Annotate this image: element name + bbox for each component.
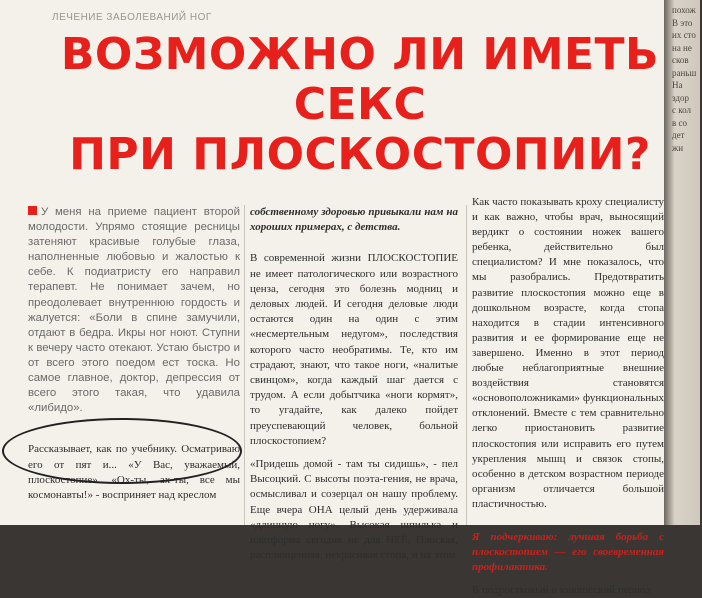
column-3-paragraph-2: В подростковый и юношеский период [472,584,651,597]
section-label: ЛЕЧЕНИЕ ЗАБОЛЕВАНИЙ НОГ [52,12,212,23]
column-2 [250,205,458,562]
column-3 [472,195,665,597]
headline-line-3: ПРИ ПЛОСКОСТОПИИ? [69,129,651,180]
column-3-paragraph-1: Как часто показывать кроху специалисту и как важно, чтобы врач, выносящий вердикт о состоянии ножек вашего ребенка, действительно был специалистом? И мне показалось, что мы разобрались. Предотвратить развитие плоскостопия можно еще в дошкольном возрасте, когда стопа находится в стадии интенсивного развития и ее формирование еще не завершено. Именно в этот период любые неблагоприятные внешние воздействия становятся «основоположниками» функциональных отклонений. Вместе с тем сравнительно легко приостановить развитие плоскостопия или исправить его путем укрепления мышц и связок стопы, особенно в детском возрастном периоде организм отличается большой пластичностью. [472,196,665,510]
next-page-edge [664,0,700,525]
column-2-paragraph-2: «Придешь домой - там ты сидишь», - пел Высоцкий. С высоты поэта-гения, не врача, осмысливал и созерцал он нашу проблему. Еще вчера ОНА целый день удерживала «длинную ногу». Высокая шпилька и платформа сегодня не для НЕЁ. Плоская, расплющенная, некрасивая стопа, и на этом [250,458,458,562]
lead-paragraph [28,205,240,416]
column-divider [466,205,467,525]
headline [60,30,660,180]
highlight-quote: Я подчеркиваю: лучшая борьба с плоскостопием — его своевременная профилактика. [472,530,664,574]
column-2-paragraph-1: В современной жизни ПЛОСКОСТОПИЕ не имеет патологического или возрастного ценза, сегодня это болезнь модниц и деловых людей. И сегодня деловые люди остаются один на один с этим «несмертельным недугом», последствия которого часто необратимы. Те, кто им страдают, знают, что такое ноги, «налитые свинцом», когда каждый шаг дается с трудом. А если добытчика «ноги кормят», то угадайте, как далеко пойдет преуспевающий человек, больной плоскостопием? [250,252,458,447]
lead-text: У меня на приеме пациент второй молодости. Упрямо стоящие ресницы затеняют красивые голубые глаза, наполненные любовью и жалостью к себе. К подиатристу его направил терапевт. Не понимает зачем, но преодолевает внутреннюю гордость и жалуется: «Боли в спине замучили, отдают в бедра. Икры ног ноют. Ступни к вечеру часто отекают. Устаю быстро и от всего этого поедом ест тоска. Но самое главное, доктор, депрессия от всего этого такая, что удавила «либидо». [28,206,240,415]
headline-line-1: ВОЗМОЖНО ЛИ ИМЕТЬ [60,29,660,80]
column-divider [244,205,245,525]
italic-intro: собственному здоровью привыкали нам на хороших примерах, с детства. [250,206,458,234]
column-1-continuation: Рассказывает, как по учебнику. Осматриваю его от пят и... «У Вас, уважаемый, плоскостопие». «Ох-ты, ах-ты, все мы космонавты!» - восприняет над креслом [28,443,240,502]
headline-line-2: СЕКС [293,79,427,130]
hand-drawn-circle [2,418,242,484]
red-square-marker [28,206,37,215]
next-page-text: похож В это их сто на не сков раньш На здор с кол в со дет жи [672,5,697,153]
